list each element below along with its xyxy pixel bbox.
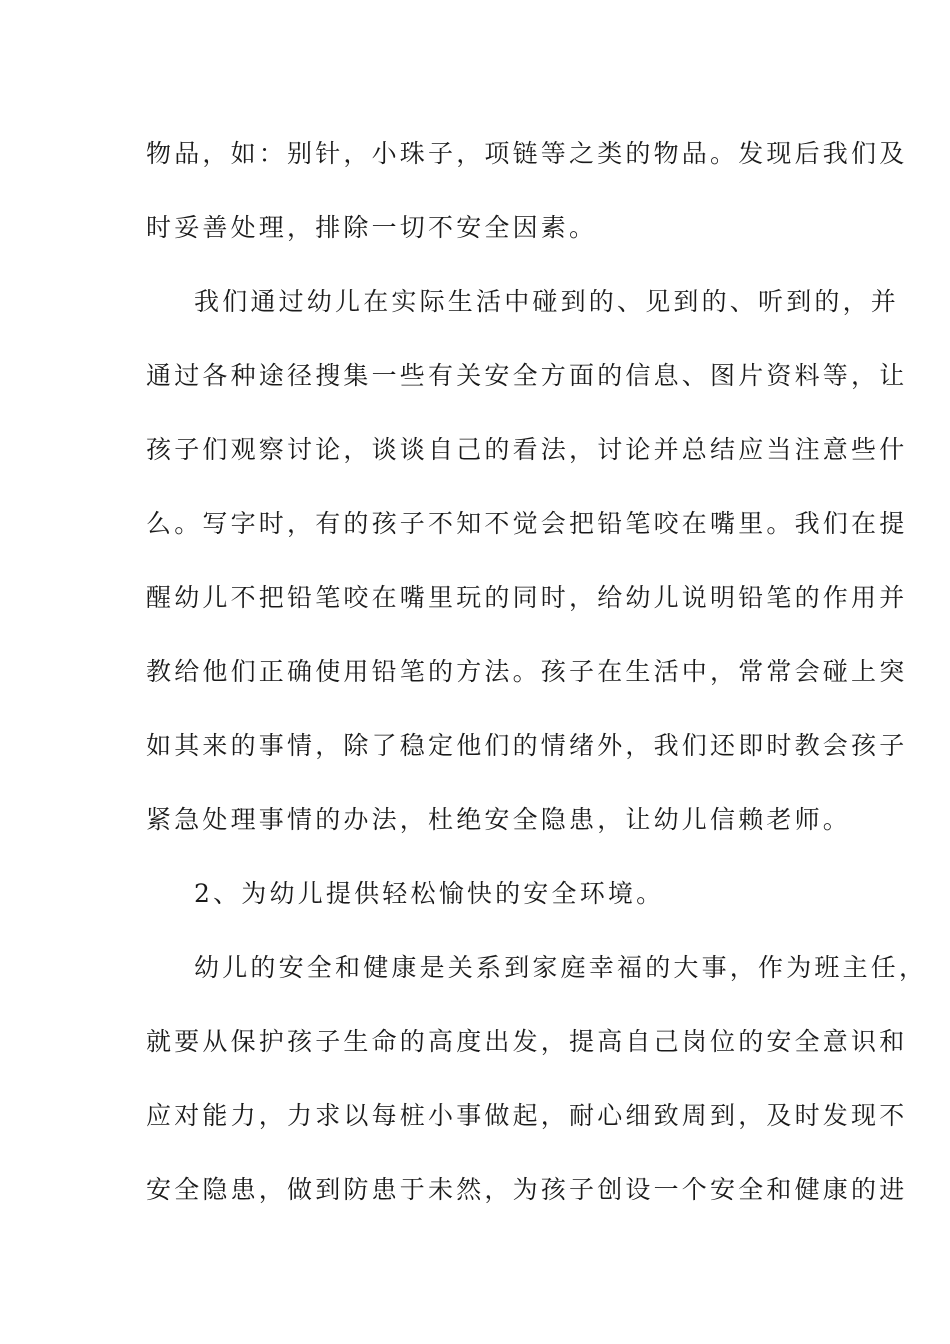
paragraph-first-line: 我们通过幼儿在实际生活中碰到的、见到的、听到的，并 bbox=[194, 287, 900, 316]
text-line: 如其来的事情，除了稳定他们的情绪外，我们还即时教会孩子 bbox=[146, 731, 908, 760]
text-line: 应对能力，力求以每桩小事做起，耐心细致周到，及时发现不 bbox=[146, 1101, 908, 1130]
text-line: 紧急处理事情的办法，杜绝安全隐患，让幼儿信赖老师。 bbox=[146, 805, 852, 834]
text-line: 就要从保护孩子生命的高度出发，提高自己岗位的安全意识和 bbox=[146, 1027, 908, 1056]
text-line: 孩子们观察讨论，谈谈自己的看法，讨论并总结应当注意些什 bbox=[146, 435, 908, 464]
text-line: 么。写字时，有的孩子不知不觉会把铅笔咬在嘴里。我们在提 bbox=[146, 509, 908, 538]
text-line: 时妥善处理，排除一切不安全因素。 bbox=[146, 213, 598, 242]
text-line: 安全隐患，做到防患于未然，为孩子创设一个安全和健康的进 bbox=[146, 1175, 908, 1204]
section-heading: 2、为幼儿提供轻松愉快的安全环境。 bbox=[194, 879, 665, 908]
text-line: 物品，如：别针，小珠子，项链等之类的物品。发现后我们及 bbox=[146, 139, 908, 168]
text-line: 通过各种途径搜集一些有关安全方面的信息、图片资料等，让 bbox=[146, 361, 908, 390]
text-line: 醒幼儿不把铅笔咬在嘴里玩的同时，给幼儿说明铅笔的作用并 bbox=[146, 583, 908, 612]
paragraph-first-line: 幼儿的安全和健康是关系到家庭幸福的大事，作为班主任， bbox=[194, 953, 928, 982]
text-line: 教给他们正确使用铅笔的方法。孩子在生活中，常常会碰上突 bbox=[146, 657, 908, 686]
